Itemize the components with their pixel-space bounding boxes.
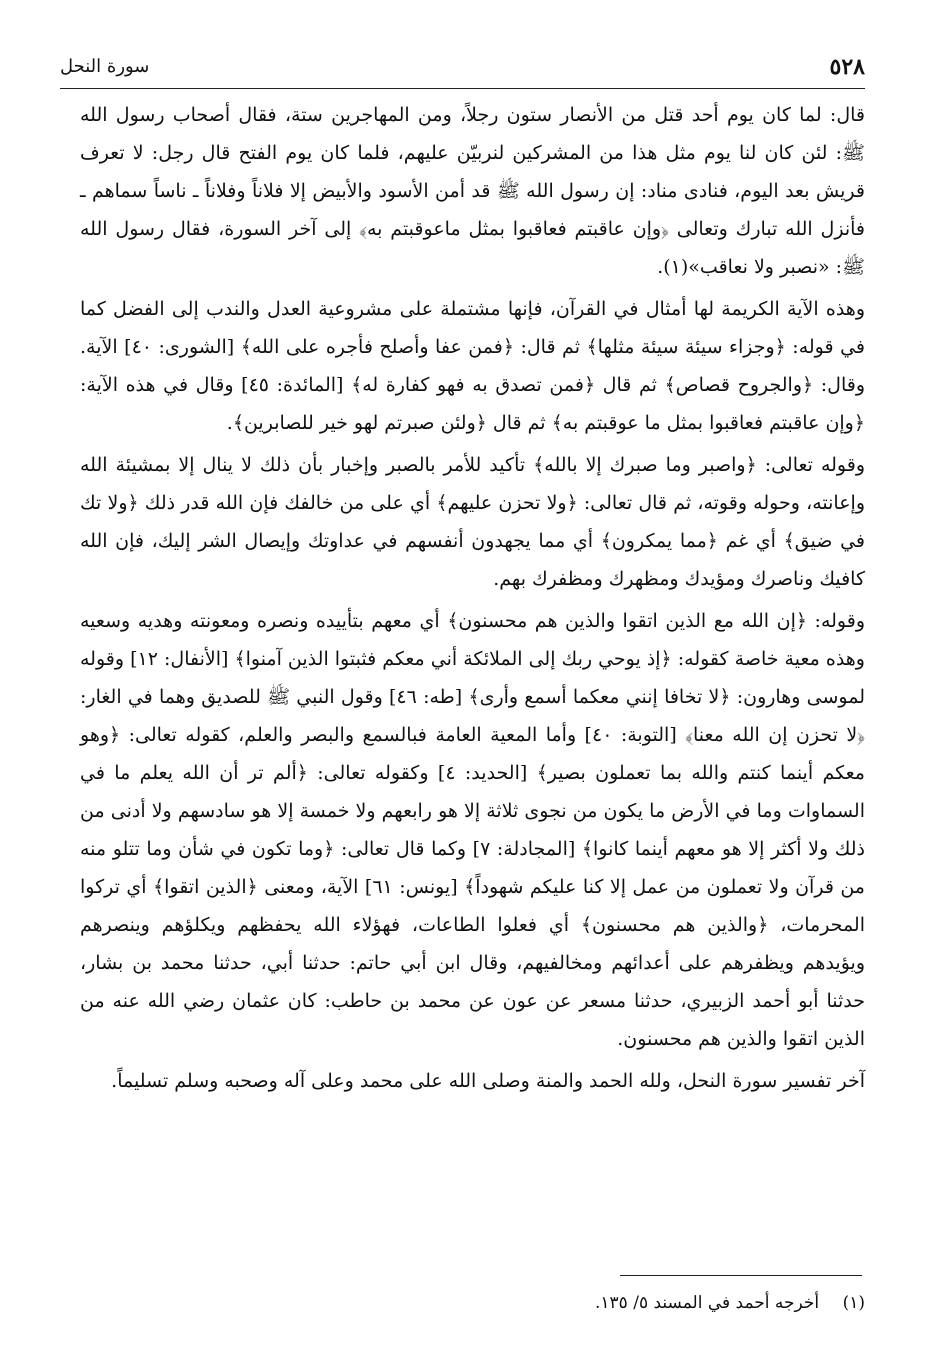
surah-name: سورة النحل xyxy=(60,56,150,77)
page-number: ٥٢٨ xyxy=(829,54,865,80)
paragraph-4: وقوله: ﴿إن الله مع الذين اتقوا والذين هم محسنون﴾ أي معهم بتأييده ونصره ومعونته وهديه وسعيه وهذه معية خاصة كقوله: ﴿إذ يوحي ربك إلى الملائكة أني معكم فثبتوا الذين آمنوا﴾ [الأنفال: ١٢] وقوله لموسى وهارون: ﴿لا تخافا إنني معكما أسمع وأرى﴾ [طه: ٤٦] وقول النبي ﷺ للصديق وهما في الغار: ﴿لا تحزن إن الله معنا﴾ [التوبة: ٤٠] وأما المعية العامة فبالسمع والبصر والعلم، كقوله تعالى: ﴿وهو معكم أينما كنتم والله بما تعملون بصير﴾ [الحديد: ٤] وكقوله تعالى: ﴿ألم تر أن الله يعلم ما في السماوات وما في الأرض ما يكون من نجوى ثلاثة إلا هو رابعهم ولا خمسة إلا هو سادسهم ولا أدنى من ذلك ولا أكثر إلا هو معهم أينما كانوا﴾ [المجادلة: ٧] وكما قال تعالى: ﴿وما تكون في شأن وما تتلو منه من قرآن ولا تعملون من عمل إلا كنا عليكم شهوداً﴾ [يونس: ٦١] الآية، ومعنى ﴿الذين اتقوا﴾ أي تركوا المحرمات، ﴿والذين هم محسنون﴾ أي فعلوا الطاعات، فهؤلاء الله يحفظهم ويكلؤهم وينصرهم ويؤيدهم ويظفرهم على أعدائهم ومخالفيهم، وقال ابن أبي حاتم: حدثنا أبي، حدثنا محمد بن بشار، حدثنا أبو أحمد الزبيري، حدثنا مسعر عن عون عن محمد بن حاطب: كان عثمان رضي الله عنه من الذين اتقوا والذين هم محسنون. xyxy=(80,610,866,1050)
page-body xyxy=(80,96,865,1104)
paragraph-3: وقوله تعالى: ﴿واصبر وما صبرك إلا بالله﴾ تأكيد للأمر بالصبر وإخبار بأن ذلك لا ينال إلا بمشيئة الله وإعانته، وحوله وقوته، ثم قال تعالى: ﴿ولا تحزن عليهم﴾ أي على من خالفك فإن الله قدر ذلك ﴿ولا تك في ضيق﴾ أي غم ﴿مما يمكرون﴾ أي مما يجهدون أنفسهم في عداوتك وإيصال الشر إليك، فإن الله كافيك وناصرك ومؤيدك ومظهرك ومظفرك بهم. xyxy=(80,454,865,590)
footnote-divider xyxy=(620,1275,862,1276)
paragraph-1: قال: لما كان يوم أحد قتل من الأنصار ستون رجلاً، ومن المهاجرين ستة، فقال أصحاب رسول الله ﷺ: لئن كان لنا يوم مثل هذا من المشركين لنربيّن عليهم، فلما كان يوم الفتح قال رجل: لا تعرف قريش بعد اليوم، فنادى مناد: إن رسول الله ﷺ قد أمن الأسود والأبيض إلا فلاناً وفلاناً ـ ناساً سماهم ـ فأنزل الله تبارك وتعالى ﴿وإن عاقبتم فعاقبوا بمثل ماعوقبتم به﴾ إلى آخر السورة، فقال رسول الله ﷺ: «نصبر ولا نعاقب»(١). xyxy=(80,104,865,278)
footnote-marker: (١) xyxy=(842,1293,865,1313)
paragraph-5: آخر تفسير سورة النحل، ولله الحمد والمنة وصلى الله على محمد وعلى آله وصحبه وسلم تسليماً. xyxy=(111,1070,865,1092)
paragraph-2: وهذه الآية الكريمة لها أمثال في القرآن، فإنها مشتملة على مشروعية العدل والندب إلى الفضل كما في قوله: ﴿وجزاء سيئة سيئة مثلها﴾ ثم قال: ﴿فمن عفا وأصلح فأجره على الله﴾ [الشورى: ٤٠] الآية. وقال: ﴿والجروح قصاص﴾ ثم قال ﴿فمن تصدق به فهو كفارة له﴾ [المائدة: ٤٥] وقال في هذه الآية: ﴿وإن عاقبتم فعاقبوا بمثل ما عوقبتم به﴾ ثم قال ﴿ولئن صبرتم لهو خير للصابرين﴾. xyxy=(80,298,865,434)
footnote xyxy=(80,1288,865,1318)
page-header xyxy=(60,48,865,89)
footnote-text: أخرجه أحمد في المسند ٥/ ١٣٥. xyxy=(594,1293,820,1313)
